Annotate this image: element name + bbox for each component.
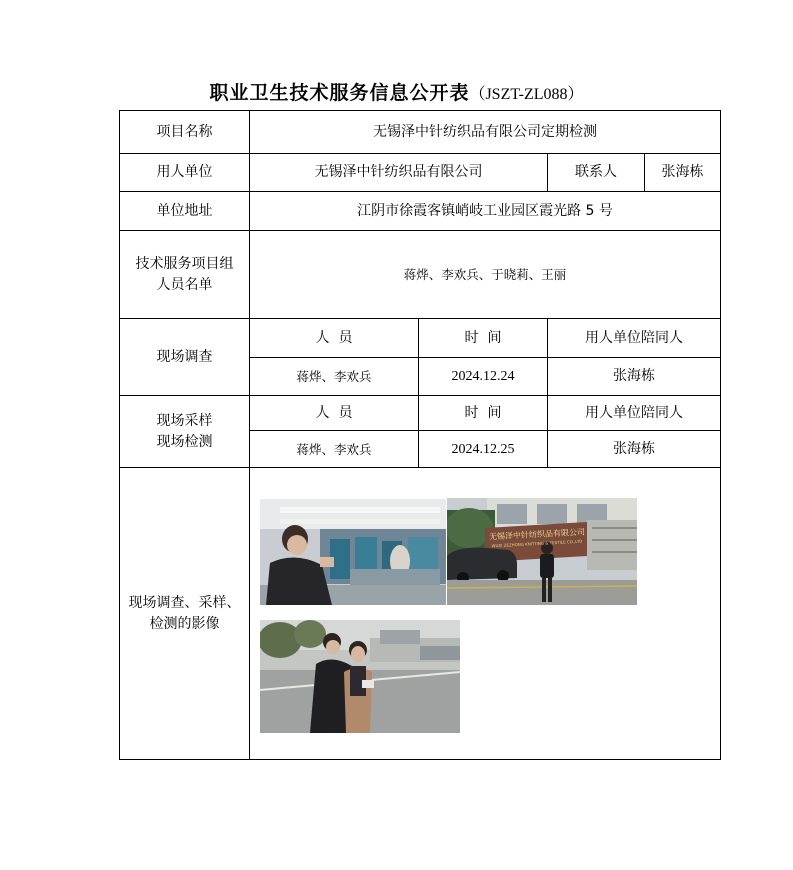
images-label-line2: 检测的影像 bbox=[149, 615, 220, 632]
photo-factory-floor bbox=[260, 499, 446, 605]
sampling-col-escort: 用人单位陪同人 bbox=[548, 396, 721, 431]
row-team bbox=[120, 231, 721, 319]
survey-time: 2024.12.24 bbox=[419, 358, 548, 396]
employer-value: 无锡泽中针纺织品有限公司 bbox=[250, 154, 548, 192]
gate-sign-text: 无锡泽中针纺织品有限公司 bbox=[488, 526, 586, 542]
survey-escort: 张海栋 bbox=[548, 358, 721, 396]
survey-col-escort: 用人单位陪同人 bbox=[548, 319, 721, 358]
gate-sign-subtext: WUXI ZEZHONG KNITTING & TEXTILE CO.,LTD bbox=[491, 538, 583, 548]
address-label: 单位地址 bbox=[120, 192, 250, 231]
sampling-label-line1: 现场采样 bbox=[156, 412, 213, 429]
sampling-time: 2024.12.25 bbox=[419, 431, 548, 468]
images-cell bbox=[250, 468, 721, 760]
team-label bbox=[120, 231, 250, 319]
survey-col-personnel: 人 员 bbox=[250, 319, 419, 358]
project-value: 无锡泽中针纺织品有限公司定期检测 bbox=[250, 111, 721, 154]
row-images bbox=[120, 468, 721, 760]
row-employer bbox=[120, 154, 721, 192]
page-title bbox=[0, 78, 793, 105]
info-table bbox=[119, 110, 721, 760]
row-survey-header bbox=[120, 319, 721, 358]
address-value: 江阴市徐霞客镇峭岐工业园区霞光路 5 号 bbox=[250, 192, 721, 231]
sampling-label-line2: 现场检测 bbox=[156, 433, 213, 450]
team-value: 蒋烨、李欢兵、于晓莉、王丽 bbox=[250, 231, 721, 319]
contact-label: 联系人 bbox=[548, 154, 645, 192]
images-label bbox=[120, 468, 250, 760]
title-text: 职业卫生技术服务信息公开表 bbox=[209, 82, 470, 104]
survey-personnel: 蒋烨、李欢兵 bbox=[250, 358, 419, 396]
photo-gallery bbox=[254, 469, 724, 759]
contact-value: 张海栋 bbox=[645, 154, 721, 192]
sampling-col-personnel: 人 员 bbox=[250, 396, 419, 431]
survey-label: 现场调查 bbox=[120, 319, 250, 396]
sampling-escort: 张海栋 bbox=[548, 431, 721, 468]
form-code: （JSZT-ZL088） bbox=[469, 86, 584, 103]
row-address bbox=[120, 192, 721, 231]
team-label-line2: 人员名单 bbox=[156, 276, 213, 293]
photo-company-gate bbox=[447, 498, 637, 605]
row-sampling-header bbox=[120, 396, 721, 431]
project-label: 项目名称 bbox=[120, 111, 250, 154]
sampling-personnel: 蒋烨、李欢兵 bbox=[250, 431, 419, 468]
team-label-line1: 技术服务项目组 bbox=[135, 255, 234, 272]
sampling-col-time: 时 间 bbox=[419, 396, 548, 431]
sampling-label bbox=[120, 396, 250, 468]
row-project bbox=[120, 111, 721, 154]
employer-label: 用人单位 bbox=[120, 154, 250, 192]
survey-col-time: 时 间 bbox=[419, 319, 548, 358]
photo-outdoor-inspection bbox=[260, 620, 460, 733]
images-label-line1: 现场调查、采样、 bbox=[128, 594, 241, 611]
